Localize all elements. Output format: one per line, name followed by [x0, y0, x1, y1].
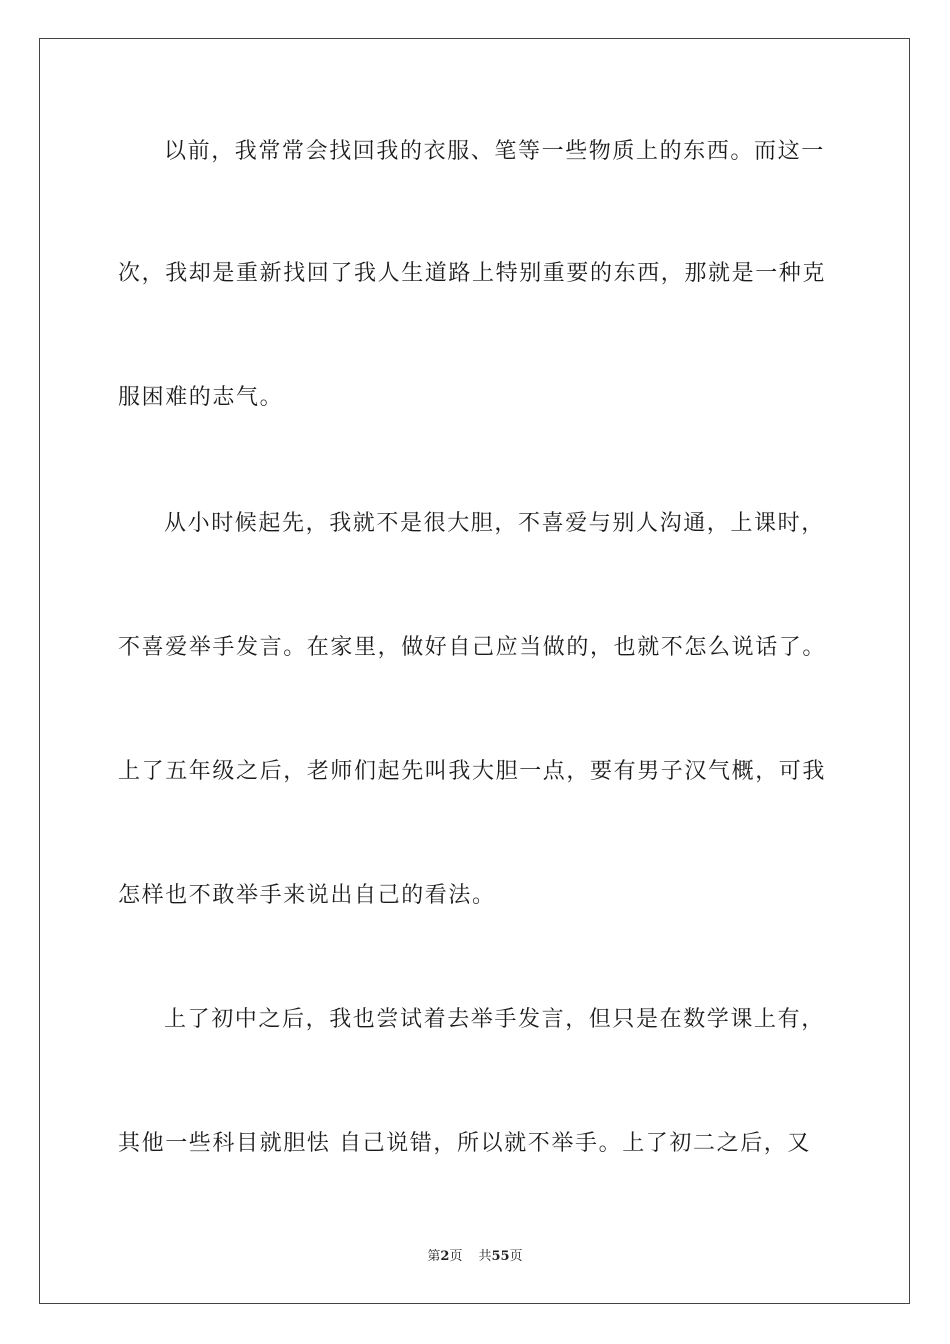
page-footer: [0, 1248, 950, 1266]
text-line-6: 上了五年级之后，老师们起先叫我大胆一点，要有男子汉气概，可我: [118, 759, 827, 784]
total-pages: 55: [491, 1249, 510, 1264]
text-line-2: 次，我却是重新找回了我人生道路上特别重要的东西，那就是一种克: [118, 261, 827, 286]
text-line-1: 以前，我常常会找回我的衣服、笔等一些物质上的东西。而这一: [164, 139, 825, 164]
text-line-4: 从小时候起先，我就不是很大胆，不喜爱与别人沟通，上课时，: [164, 511, 825, 536]
text-line-9: 其他一些科目就胆怯 自己说错，所以就不举手。上了初二之后，又: [118, 1131, 811, 1156]
text-line-7: 怎样也不敢举手来说出自己的看法。: [118, 883, 496, 908]
text-line-3: 服困难的志气。: [118, 385, 284, 410]
page-frame: [39, 38, 910, 1304]
page-number-prefix: 第: [427, 1249, 441, 1264]
text-line-5: 不喜爱举手发言。在家里，做好自己应当做的，也就不怎么说话了。: [118, 635, 827, 660]
total-pages-suffix: 页: [509, 1249, 523, 1264]
text-line-8: 上了初中之后，我也尝试着去举手发言，但只是在数学课上有，: [164, 1007, 825, 1032]
total-pages-prefix: 共: [478, 1249, 492, 1264]
page-number: 2: [440, 1249, 450, 1264]
page-number-suffix: 页: [449, 1249, 463, 1264]
